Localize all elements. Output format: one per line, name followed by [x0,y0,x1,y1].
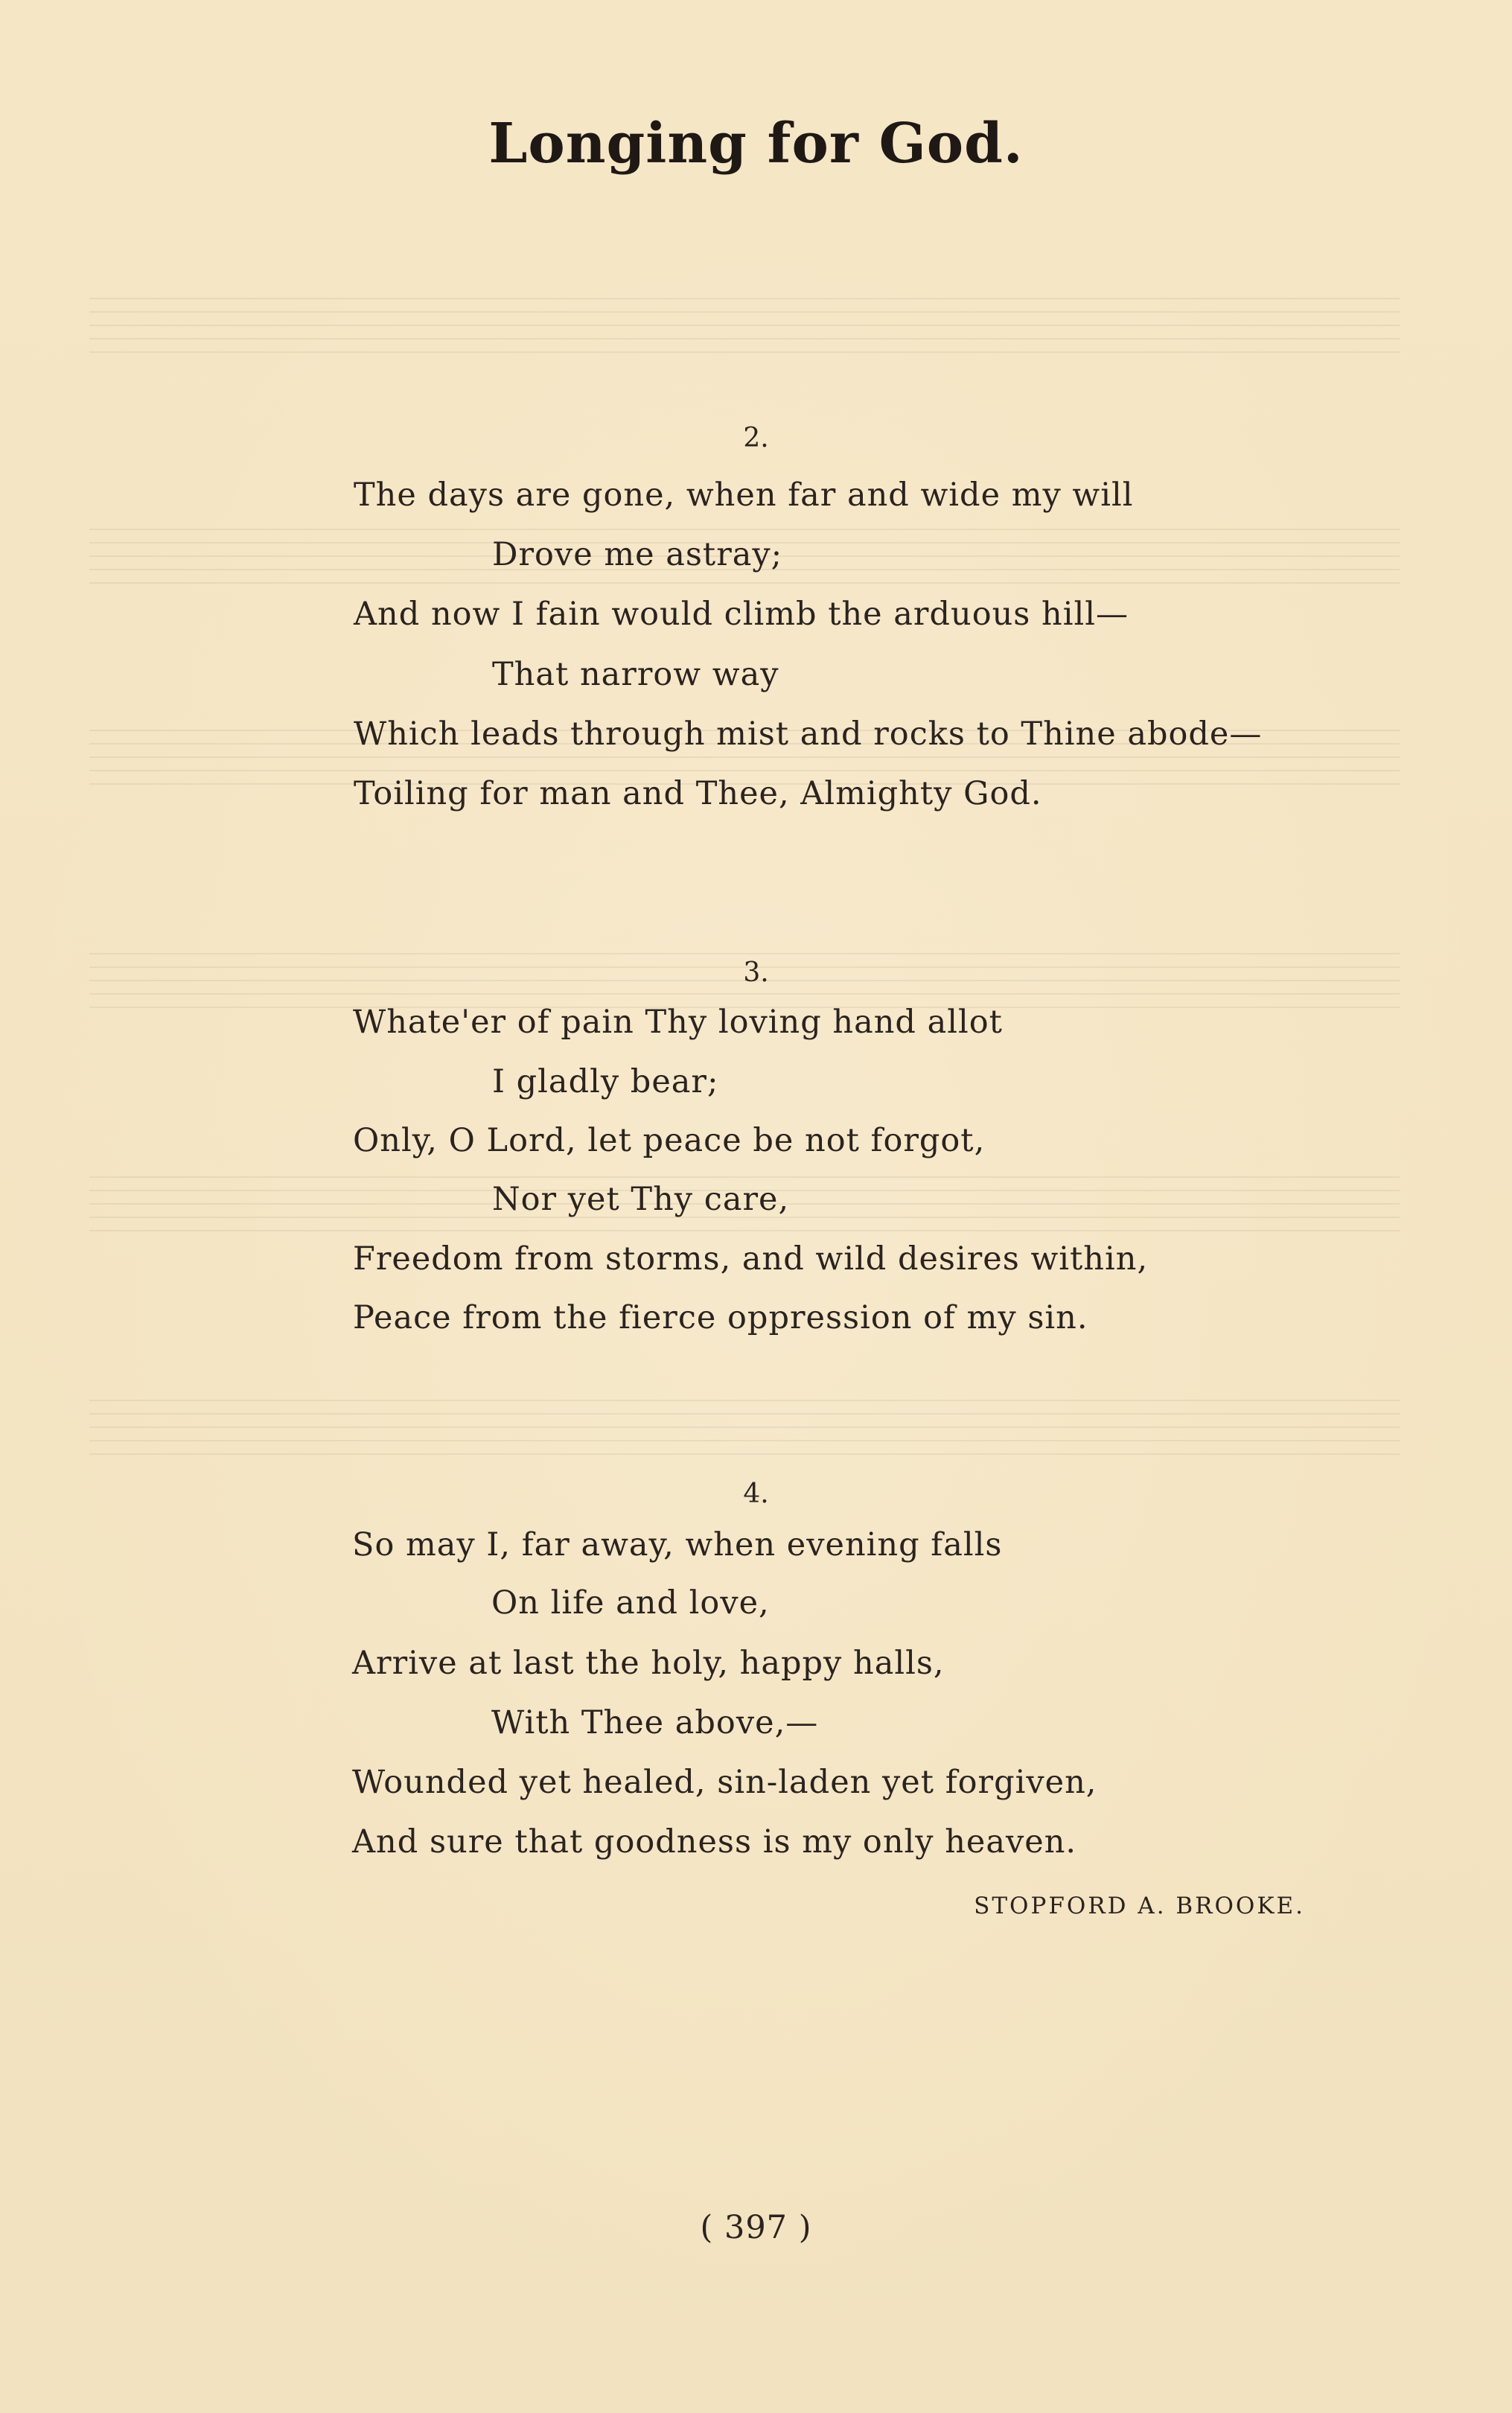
verse-line: Nor yet Thy care, [492,1181,790,1218]
verse-line: That narrow way [492,656,779,693]
author-attribution: STOPFORD A. BROOKE. [974,1893,1305,1919]
page-number: ( 397 ) [700,2209,812,2246]
verse-line: Toiling for man and Thee, Almighty God. [354,775,1042,812]
stanza-number: 3. [743,957,769,988]
verse-line: Which leads through mist and rocks to Thine abode— [354,715,1263,753]
verse-line: Peace from the fierce oppression of my sin. [353,1299,1088,1336]
verse-line: So may I, far away, when evening falls [352,1526,1003,1563]
stanza-number: 2. [743,423,769,453]
verse-line: The days are gone, when far and wide my will [354,476,1134,514]
verse-line: Arrive at last the holy, happy halls, [352,1645,945,1682]
verse-line: I gladly bear; [492,1063,719,1100]
verse-line: With Thee above,— [491,1704,819,1741]
verse-line: Freedom from storms, and wild desires within, [353,1240,1149,1278]
verse-line: And sure that goodness is my only heaven. [352,1823,1077,1861]
page-title: Longing for God. [488,112,1024,176]
verse-line: Wounded yet healed, sin-laden yet forgiven, [352,1764,1097,1801]
verse-line: Drove me astray; [492,536,783,573]
verse-line: Only, O Lord, let peace be not forgot, [353,1122,986,1159]
verse-line: And now I fain would climb the arduous hill— [354,596,1129,633]
verse-line: On life and love, [491,1584,770,1622]
stanza-number: 4. [743,1479,769,1509]
verse-line: Whate'er of pain Thy loving hand allot [353,1004,1003,1041]
